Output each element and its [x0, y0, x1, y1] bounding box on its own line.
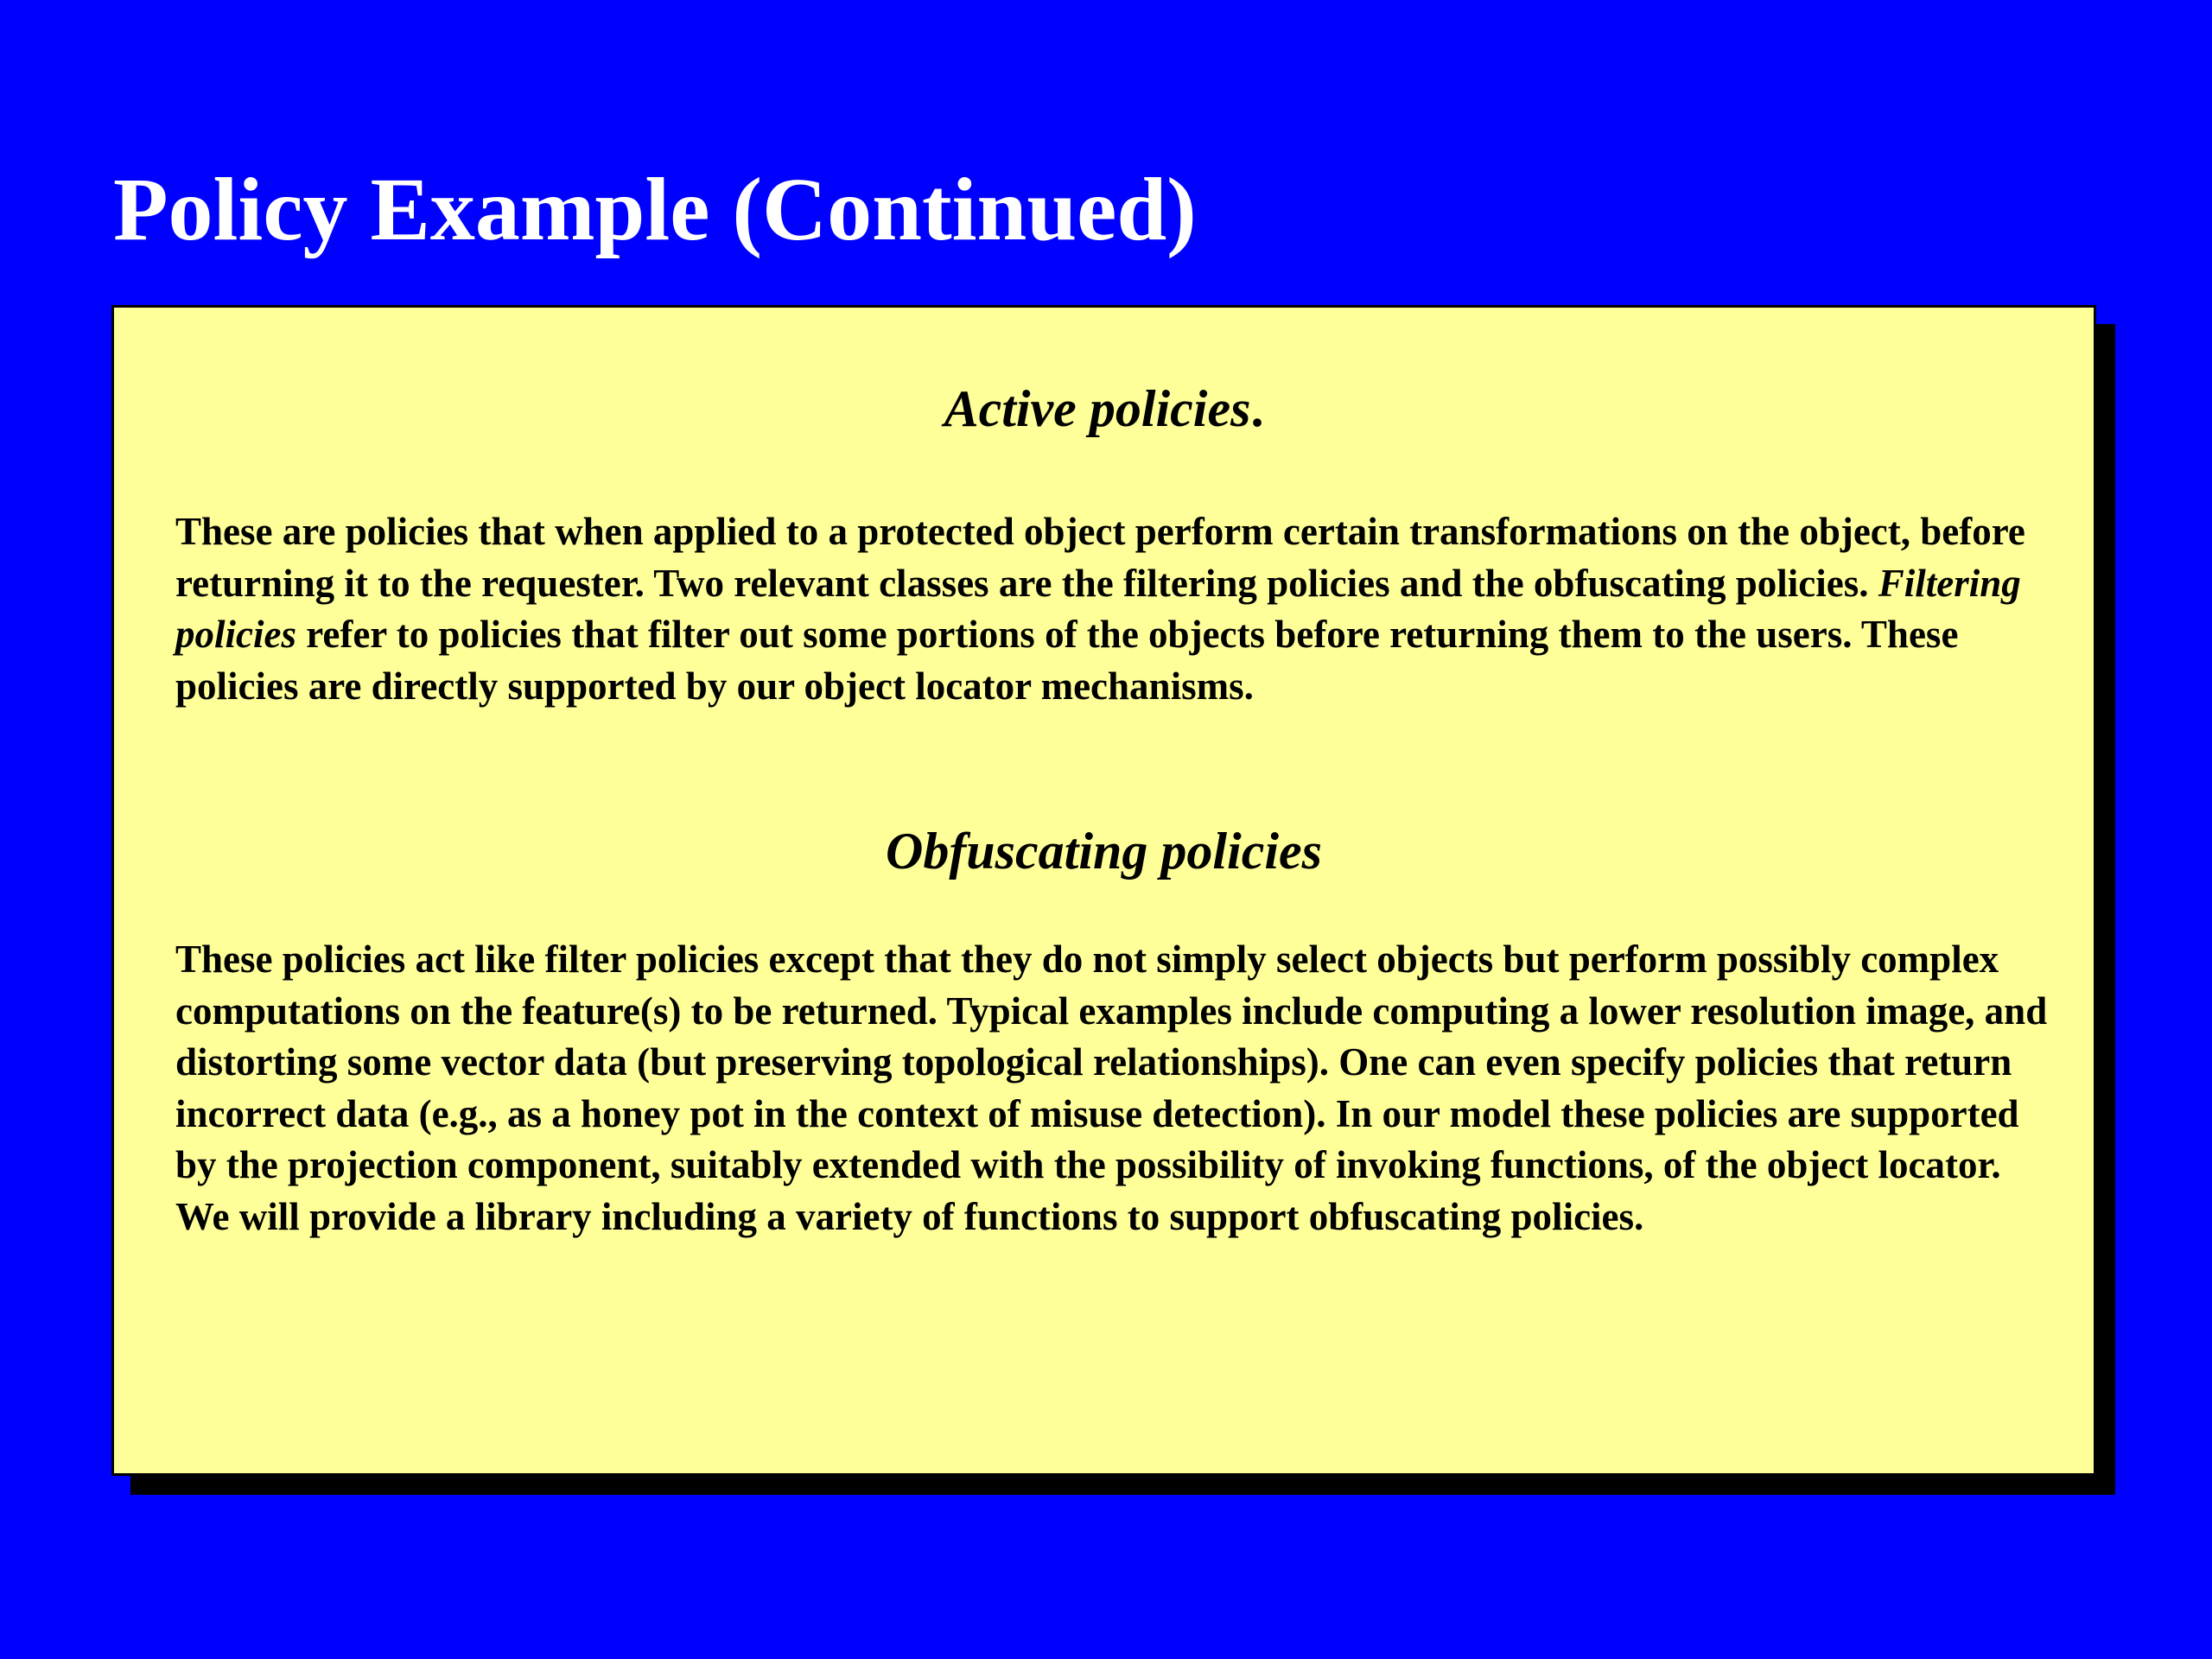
active-policies-paragraph: [175, 506, 2063, 712]
active-policies-heading: [114, 378, 2094, 440]
active-policies-heading-period: .: [1250, 380, 1264, 437]
active-policies-text-part-1: These are policies that when applied to a protected object perform certain transformations on the object, before returning it to the requester. Two relevant classes are the filtering policies and the obfuscating policies.: [175, 510, 2025, 605]
obfuscating-policies-heading: Obfuscating policies: [886, 823, 1322, 880]
obfuscating-policies-paragraph: These policies act like filter policies except that they do not simply select objects but perform possibly complex computations on the feature(s) to be returned. Typical examples include computing a lower resolution image, and distorting some vector data (but preserving topological relationships). One can even specify policies that return incorrect data (e.g., as a honey pot in the context of misuse detection). In our model these policies are supported by the projection component, suitably extended with the possibility of invoking functions, of the object locator. We will provide a library including a variety of functions to support obfuscating policies.: [175, 938, 2048, 1238]
active-policies-text-part-2: refer to policies that filter out some portions of the objects before returning them to the users. These policies are directly supported by our object locator mechanisms.: [175, 613, 1959, 708]
active-policies-heading-text: Active policies: [944, 380, 1251, 437]
filtering-policies-term: Filtering policies: [175, 561, 2021, 656]
slide-title: Policy Example (Continued): [113, 160, 1197, 259]
content-box: [111, 305, 2096, 1476]
